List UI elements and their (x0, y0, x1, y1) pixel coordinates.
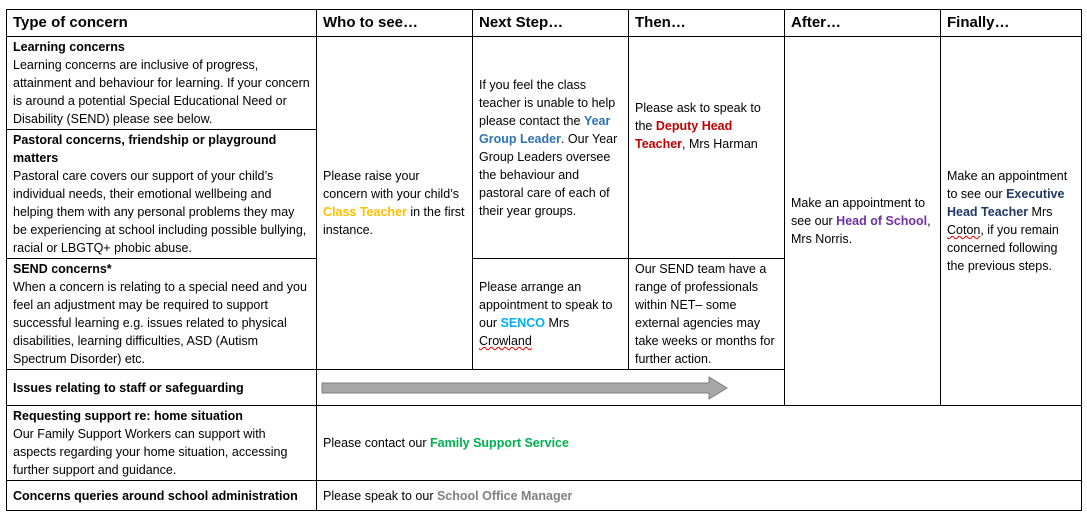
right-arrow-icon (321, 376, 731, 400)
header-next-step: Next Step… (473, 10, 629, 37)
admin-concern-title: Concerns queries around school administration (13, 488, 298, 503)
learning-concern-title: Learning concerns (13, 40, 125, 54)
staff-concern-cell (7, 370, 317, 406)
admin-action-cell (317, 481, 1082, 511)
send-concern-cell (7, 259, 317, 370)
next-step-send-cell (473, 259, 629, 370)
header-finally: Finally… (941, 10, 1082, 37)
header-row (7, 10, 1082, 37)
admin-concern-cell (7, 481, 317, 511)
who-to-see-pre: Please raise your concern with your child’s (323, 169, 459, 201)
row-learning (7, 37, 1082, 130)
who-to-see-cell (317, 37, 473, 370)
staff-concern-title: Issues relating to staff or safeguarding (13, 380, 244, 395)
head-of-school-link: Head of School (836, 214, 928, 228)
admin-action-pre: Please speak to our (323, 488, 437, 503)
send-concern-body: When a concern is relating to a special need and you feel an adjustment may be required to support successful learning e.g. issues related to physical disabilities, learning difficulties, ASD (Autism Spectrum Disorder) etc. (13, 280, 307, 366)
row-admin (7, 481, 1082, 511)
deputy-head-link: Deputy Head Teacher (635, 119, 733, 151)
school-office-link: School Office Manager (436, 488, 573, 503)
learning-concern-cell (7, 37, 317, 130)
header-type-of-concern: Type of concern (7, 10, 317, 37)
finally-mid: Mrs (1028, 205, 1053, 219)
then-send-cell (629, 259, 785, 370)
next-learning-pre: If you feel the class teacher is unable to help please contact the (479, 77, 616, 128)
next-send-pre: Please arrange an appointment to speak to our (479, 280, 613, 330)
year-group-leader-link: Year Group Leader (479, 113, 611, 146)
concerns-table (6, 9, 1082, 511)
finally-post: , if you remain concerned following the previous steps. (947, 223, 1059, 273)
senco-link: SENCO (500, 316, 545, 330)
then-learning-post: , Mrs Harman (682, 137, 758, 151)
finally-pre: Make an appointment to see our (947, 169, 1068, 201)
header-after: After… (785, 10, 941, 37)
staff-arrow-cell (317, 370, 785, 406)
then-learning-cell (629, 37, 785, 259)
header-then: Then… (629, 10, 785, 37)
row-home (7, 406, 1082, 481)
who-to-see-post: in the first instance. (323, 205, 465, 237)
then-send-body: Our SEND team have a range of professionals within NET– some external agencies may take weeks or months for further action. (635, 262, 775, 366)
header-who-to-see: Who to see… (317, 10, 473, 37)
home-action-pre: Please contact our (323, 436, 431, 450)
executive-head-link: Executive Head Teacher (947, 187, 1065, 219)
after-post: , Mrs Norris. (791, 214, 931, 246)
send-concern-title: SEND concerns* (13, 262, 112, 276)
after-pre: Make an appointment to see our (791, 196, 926, 228)
next-send-mid: Mrs (545, 316, 570, 330)
home-concern-title: Requesting support re: home situation (13, 409, 243, 423)
pastoral-concern-cell (7, 130, 317, 259)
next-learning-post: . Our Year Group Leaders oversee the behaviour and pastoral care of each of their year groups. (479, 131, 618, 218)
pastoral-concern-body: Pastoral care covers our support of your child’s individual needs, their emotional wellbeing and helping them with any personal problems they may be experiencing at school including possible bullying, racial or LBGTQ+ phobic abuse. (13, 169, 307, 255)
pastoral-concern-title: Pastoral concerns, friendship or playground matters (13, 133, 277, 165)
after-cell (785, 37, 941, 406)
finally-name: Coton (947, 223, 981, 237)
home-action-cell (317, 406, 1082, 481)
senco-name: Crowland (479, 334, 532, 348)
finally-cell (941, 37, 1082, 406)
next-step-learning-cell (473, 37, 629, 259)
home-concern-cell (7, 406, 317, 481)
learning-concern-body: Learning concerns are inclusive of progress, attainment and behaviour for learning. If your concern is around a potential Special Educational Need or Disability (SEND) please see below. (13, 58, 310, 126)
class-teacher-link: Class Teacher (323, 205, 407, 219)
home-concern-body: Our Family Support Workers can support with aspects regarding your home situation, accessing further support and guidance. (13, 427, 288, 477)
family-support-link: Family Support Service (430, 436, 569, 450)
then-learning-pre: Please ask to speak to the (635, 101, 761, 133)
